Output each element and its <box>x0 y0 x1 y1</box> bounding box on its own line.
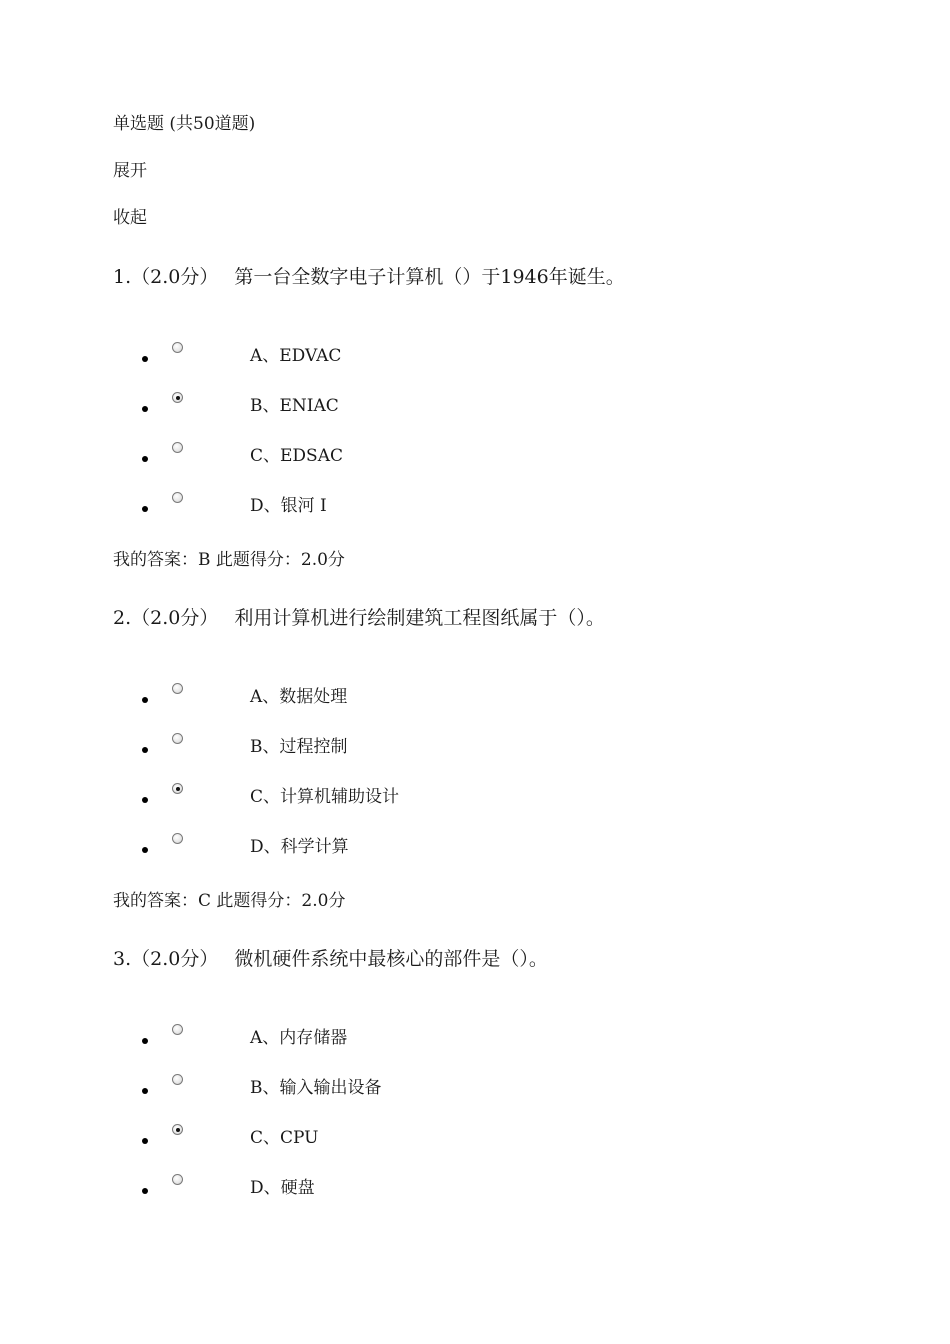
option-label: A、内存储器 <box>250 1028 348 1048</box>
option-label: C、CPU <box>250 1128 319 1148</box>
radio-button[interactable] <box>172 833 183 844</box>
question-score: （2.0分） <box>131 607 219 629</box>
question-text: 利用计算机进行绘制建筑工程图纸属于（）。 <box>234 607 605 629</box>
bullet-icon <box>142 747 148 753</box>
bullet-icon <box>142 1138 148 1144</box>
question-number: 2. <box>113 607 132 629</box>
answer-option <box>0 1174 950 1204</box>
option-label: D、硬盘 <box>250 1178 315 1198</box>
answer-option <box>0 492 950 522</box>
radio-button-selected[interactable] <box>172 1124 183 1135</box>
question-number: 3. <box>113 948 132 970</box>
answer-option <box>0 733 950 763</box>
radio-button[interactable] <box>172 442 183 453</box>
expand-link[interactable]: 展开 <box>113 161 147 181</box>
radio-button[interactable] <box>172 342 183 353</box>
answer-option <box>0 342 950 372</box>
bullet-icon <box>142 847 148 853</box>
option-label: A、数据处理 <box>250 687 348 707</box>
bullet-icon <box>142 1038 148 1044</box>
bullet-icon <box>142 356 148 362</box>
option-label: B、ENIAC <box>250 396 339 416</box>
radio-button-selected[interactable] <box>172 392 183 403</box>
bullet-icon <box>142 697 148 703</box>
option-label: A、EDVAC <box>250 346 342 366</box>
bullet-icon <box>142 456 148 462</box>
radio-button[interactable] <box>172 1074 183 1085</box>
radio-button[interactable] <box>172 1024 183 1035</box>
bullet-icon <box>142 1188 148 1194</box>
answer-option <box>0 833 950 863</box>
answer-option <box>0 1074 950 1104</box>
section-title: 单选题 (共50道题) <box>113 114 256 134</box>
answer-option <box>0 392 950 422</box>
question-text: 第一台全数字电子计算机（）于1946年诞生。 <box>234 266 625 288</box>
answer-option <box>0 442 950 472</box>
option-label: B、输入输出设备 <box>250 1078 382 1098</box>
answer-result: 我的答案：B 此题得分：2.0分 <box>113 550 345 570</box>
bullet-icon <box>142 797 148 803</box>
question-number: 1. <box>113 266 132 288</box>
option-label: D、科学计算 <box>250 837 349 857</box>
question-title <box>113 947 548 971</box>
option-label: B、过程控制 <box>250 737 348 757</box>
radio-button-selected[interactable] <box>172 783 183 794</box>
radio-button[interactable] <box>172 683 183 694</box>
answer-option <box>0 683 950 713</box>
answer-option <box>0 1124 950 1154</box>
question-score: （2.0分） <box>131 266 219 288</box>
bullet-icon <box>142 1088 148 1094</box>
question-score: （2.0分） <box>131 948 219 970</box>
question-text: 微机硬件系统中最核心的部件是（）。 <box>234 948 548 970</box>
answer-result: 我的答案：C 此题得分：2.0分 <box>113 891 346 911</box>
question-title <box>113 265 625 289</box>
radio-button[interactable] <box>172 733 183 744</box>
question-title <box>113 606 605 630</box>
answer-option <box>0 783 950 813</box>
bullet-icon <box>142 506 148 512</box>
bullet-icon <box>142 406 148 412</box>
radio-button[interactable] <box>172 1174 183 1185</box>
radio-button[interactable] <box>172 492 183 503</box>
collapse-link[interactable]: 收起 <box>113 208 147 228</box>
option-label: C、EDSAC <box>250 446 343 466</box>
option-label: C、计算机辅助设计 <box>250 787 400 807</box>
option-label: D、银河 I <box>250 496 327 516</box>
answer-option <box>0 1024 950 1054</box>
